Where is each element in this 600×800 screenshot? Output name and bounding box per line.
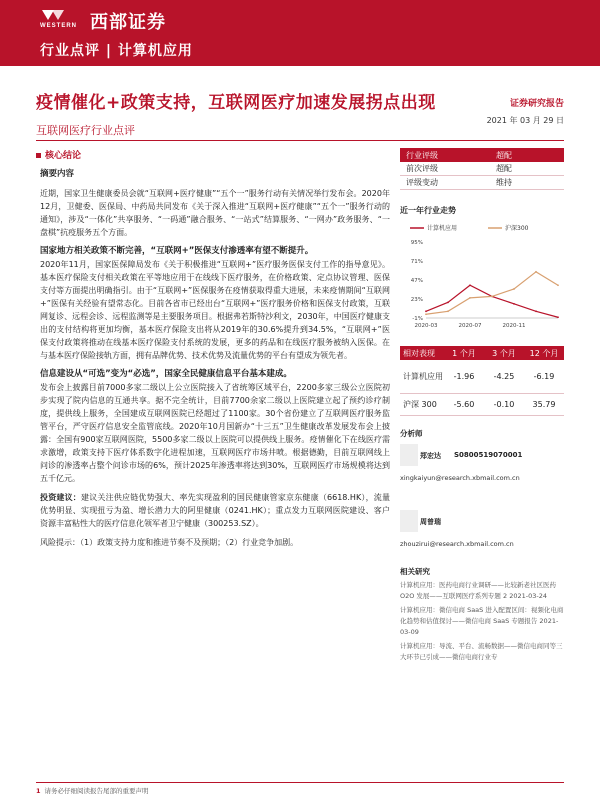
data-point (447, 310, 449, 312)
avatar (400, 444, 418, 466)
analyst-cert: S0800519070001 (454, 451, 523, 459)
policy-heading: 国家地方相关政策不断完善，“互联网+”医保支付渗透率有望不断提升。 (40, 246, 314, 256)
rating-label: 行业评级 (406, 150, 438, 160)
title-divider (36, 140, 564, 141)
perf-col-label: 相对表现 (403, 348, 435, 358)
performance-header (400, 346, 564, 360)
rating-table (400, 148, 564, 190)
perf-cell: -1.96 (453, 372, 475, 381)
footer-disclaimer: 请务必仔细阅读报告尾部的重要声明 (44, 787, 149, 795)
trend-chart (400, 222, 564, 340)
perf-row-label: 沪深 300 (403, 400, 437, 409)
perf-row-label: 计算机应用 (403, 372, 443, 381)
perf-cell: -0.10 (493, 400, 515, 409)
avatar (400, 510, 418, 532)
table-row (400, 162, 564, 176)
related-research-list (400, 580, 564, 666)
perf-col-1m: 1 个月 (452, 348, 476, 358)
report-subtitle: 互联网医疗行业点评 (36, 124, 135, 137)
perf-cell: -6.19 (533, 372, 555, 381)
data-point (557, 284, 559, 286)
trend-chart-svg (400, 222, 564, 340)
x-tick-label: 2020-03 (414, 323, 438, 329)
summary-paragraph-2: 2020年11月，国家医保障局发布《关于积极推进“互联网+”医疗服务医保支付工作的指导意见》。基本医疗保险支付相关政策在平等地应用于在线线下医疗服务，在价格政策、定点协议管理、医保支付等方面提出明确指引。由于“互联网+”医保服务在疫情获取得重大进展，未来疫情期间“互联网+”医保有关经验有望常态化。目前各省市已经出台“互联网+”医疗服务价格和医保支付政策，互联网复诊、远程会诊、远程监测等是主要服务项目。根据弗若斯特沙利文，2030年，中国医疗健康支出的支付结构将更加均衡，基本医疗保险支出将从2019年的30.6%提升到34.5%，“互联网+”医保支付政策将推动在线基本医疗保险支付系统的发展，更多的药品和在线医疗服务被纳入医保。在与基本医疗保险接轨方面，拥有品牌优势、技术优势及流量优势的平台有望成为领先者。 (40, 260, 390, 360)
table-row (400, 394, 564, 416)
data-point (491, 295, 493, 297)
data-point (535, 310, 537, 312)
analyst-email[interactable]: xingkaiyun@research.xbmail.com.cn (400, 474, 520, 482)
perf-cell: -4.25 (493, 372, 515, 381)
rating-header (400, 148, 564, 162)
page-number: 1 (36, 787, 41, 795)
data-point (425, 313, 427, 315)
perf-col-12m: 12 个月 (529, 348, 559, 358)
trend-title: 近一年行业走势 (400, 206, 456, 215)
y-tick-label: 95% (410, 240, 423, 246)
footer-divider (36, 782, 564, 783)
rating-row-label: 前次评级 (406, 164, 438, 173)
summary-column (40, 168, 390, 549)
investment-advice (40, 491, 390, 530)
perf-col-3m: 3 个月 (492, 348, 516, 358)
investment-heading: 投资建议： (40, 493, 82, 502)
y-tick-label: 47% (410, 278, 423, 284)
risk-warning: 风险提示：（1）政策支持力度和推进节奏不及预期；（2）行业竞争加剧。 (40, 538, 299, 547)
analyst-card (400, 444, 564, 490)
series-line (426, 285, 558, 317)
list-item[interactable]: 计算机应用：微信电商 SaaS 进入配置区间：视频化电商化趋势和估值探讨——微信电商 SaaS 专题报告 2021-03-09 (400, 606, 564, 636)
industry-category: 行业点评 | 计算机应用 (40, 43, 193, 59)
perf-cell: -5.60 (453, 400, 475, 409)
legend-label: 计算机应用 (427, 225, 458, 232)
analyst-email[interactable]: zhouzirui@research.xbmail.com.cn (400, 540, 514, 548)
report-date: 2021 年 03 月 29 日 (486, 116, 564, 125)
analyst-card (400, 510, 564, 556)
y-tick-label: 71% (410, 259, 423, 265)
series-line (426, 272, 558, 314)
y-tick-label: 23% (410, 297, 423, 303)
header-band (0, 0, 600, 66)
analyst-name: 周曾瑞 (420, 518, 441, 526)
data-point (535, 271, 537, 273)
x-tick-label: 2020-07 (458, 323, 482, 329)
company-logo (40, 8, 200, 32)
rating-row-value: 维持 (496, 178, 512, 187)
data-point (469, 284, 471, 286)
bullet-icon (36, 153, 41, 158)
analyst-name: 郑宏达 (420, 452, 441, 460)
x-tick-label: 2020-11 (502, 323, 526, 329)
table-row (400, 360, 564, 394)
rating-value: 超配 (496, 150, 512, 160)
data-point (447, 301, 449, 303)
data-point (425, 310, 427, 312)
data-point (469, 297, 471, 299)
rating-row-label: 评级变动 (406, 178, 438, 187)
report-title: 疫情催化+政策支持，互联网医疗加速发展拐点出现 (36, 93, 436, 113)
analyst-label: 分析师 (400, 429, 423, 438)
perf-cell: 35.79 (532, 400, 556, 409)
y-tick-label: -1% (412, 316, 423, 322)
logo-cn-text: 西部证券 (90, 12, 166, 33)
related-research-label: 相关研究 (400, 567, 430, 576)
logo-en-text: WESTERN (40, 23, 77, 29)
data-point (513, 288, 515, 290)
report-type: 证券研究报告 (509, 99, 564, 109)
list-item[interactable]: 计算机应用：导流、平台、流畅数据——微信电商同等三大环节已引成——微信电商行业专 (400, 642, 563, 661)
summary-paragraph-3: 发布会上披露目前7000多家二级以上公立医院接入了省统筹区域平台，2200多家三级公立医院初步实现了院内信息的互通共享。据不完全统计，目前7700余家二级以上医院建立起了预约诊疗制度，提供线上服务，全国建成互联网医院已经超过了1100家。30个省份建立了互联网医疗服务监管平台，严守医疗信息安全监管底线。2020年10月国新办“十三五”卫生健康改革发展发布会上披露：全国有900家互联网医院，5500多家二级以上医院可以提供线上服务。疫情催化下在线医疗需求激增，政策支持下医疗体系数字化进程加速，互联网医疗市场井喷。根据德勤，目前互联网线上问诊的渗透率占整个问诊市场的6%，预计2025年渗透率将达到30%，互联网医疗市场规模将达到五千亿元。 (40, 383, 390, 483)
infra-heading: 信息建设从“可选”变为“必选”，国家全民健康信息平台基本建成。 (40, 369, 292, 379)
rating-row-value: 超配 (496, 164, 512, 173)
investment-text: 建议关注供应链优势强大、率先实现盈利的国民健康管家京东健康（6618.HK），流量优势明显、实现扭亏为盈、增长潜力大的阿里健康（0241.HK）；重点发力互联网医院建设、客户资源丰富粘性大的医疗信息化领军者卫宁健康（300253.SZ）。 (40, 493, 391, 528)
table-row (400, 176, 564, 190)
summary-heading: 摘要内容 (40, 169, 75, 179)
core-conclusion-label (36, 148, 81, 161)
legend-label: 沪深300 (505, 225, 529, 232)
footer (36, 786, 149, 795)
performance-table (400, 346, 564, 416)
summary-paragraph-1: 近期，国家卫生健康委员会就“互联网+医疗健康”“五个一”服务行动有关情况举行发布会。2020年12月，卫健委、医保局、中药局共同发布《关于深入推进“互联网+医疗健康”“五个一”服务行动的通知》，涉及“一体化”共享服务、“一码通”融合服务、“一站式”结算服务、“一网办”政务服务、“一盘棋”抗疫服务五个方面。 (40, 189, 390, 237)
data-point (513, 303, 515, 305)
core-conclusion-text: 核心结论 (45, 151, 82, 161)
list-item[interactable]: 计算机应用：医药电商行业调研——比较新老社区医药 O2O 发展——互联网医疗系列专题 2 2021-03-24 (400, 581, 556, 600)
data-point (557, 316, 559, 318)
